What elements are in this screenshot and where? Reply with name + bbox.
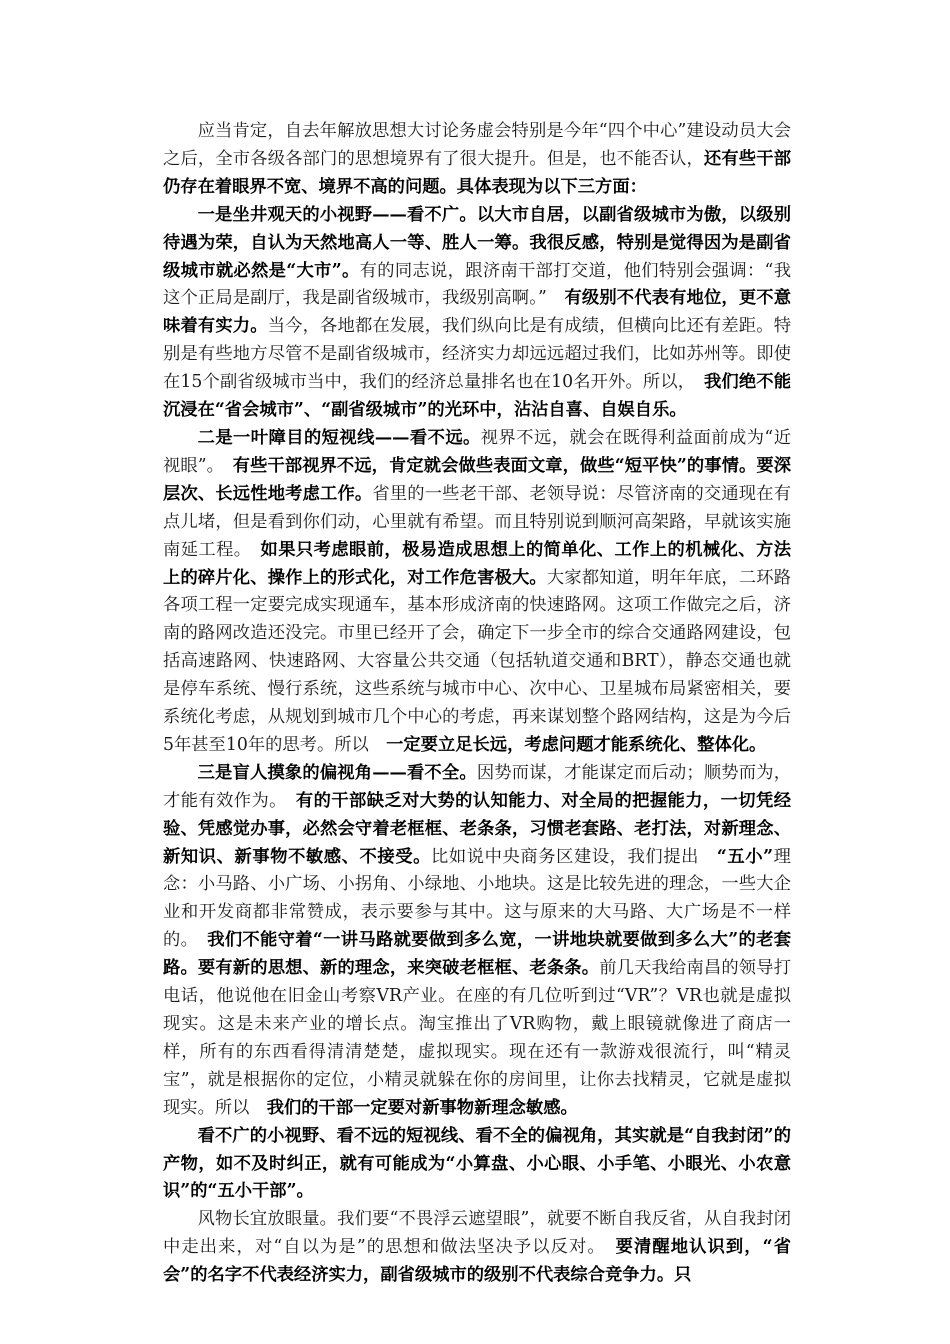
point-three-text-1: 因势而谋，才能谋定而后动；顺势而为，才能有效作为。 [163, 762, 791, 811]
point-two-emphasis-1: 有些干部视界不远，肯定就会做些表面文章，做些“短平快”的事情。要深层次、长远性地考虑工作。 [163, 455, 791, 504]
point-three-heading: 三是盲人摸象的偏视角——看不全。 [197, 762, 477, 783]
summary-emphasis: 看不广的小视野、看不远的短视线、看不全的偏视角，其实就是“自我封闭”的产物，如不及时纠正，就有可能成为“小算盘、小心眼、小手笔、小眼光、小农意识”的“五小干部”。 [163, 1125, 791, 1202]
point-three-emphasis-4: 我们的干部一定要对新事物新理念敏感。 [266, 1097, 578, 1118]
paragraph-point-three [163, 760, 791, 1123]
paragraph-point-two [163, 425, 791, 760]
paragraph-intro [163, 118, 791, 202]
point-two-text-2: 省里的一些老干部、老领导说：尽管济南的交通现在有点儿堵，但是看到你们动，心里就有希望。而且特别说到顺河高架路，早就该实施南延工程。 [163, 483, 791, 560]
point-three-emphasis-3: 我们不能守着“一讲马路就要做到多么宽，一讲地块就要做到多么大”的老套路。要有新的思想、新的理念，来突破老框框、老条条。 [163, 930, 791, 979]
intro-text: 应当肯定，自去年解放思想大讨论务虚会特别是今年“四个中心”建设动员大会之后，全市各级各部门的思想境界有了很大提升。但是，也不能否认， [163, 121, 791, 169]
point-one-heading: 一是坐井观天的小视野——看不广。以大市自居，以副省级城市为傲，以级别待遇为荣，自认为天然地高人一等、胜人一筹。我很反感，特别是觉得因为是副省级城市就必然是“大市”。 [163, 204, 791, 281]
paragraph-summary [163, 1123, 791, 1207]
point-three-emphasis-2: “五小” [716, 846, 774, 867]
point-two-emphasis-3: 一定要立足长远，考虑问题才能系统化、整体化。 [386, 734, 767, 755]
conclusion-emphasis: 要清醒地认识到，“省会”的名字不代表经济实力，副省级城市的级别不代表综合竞争力。只 [163, 1237, 791, 1286]
paragraph-conclusion [163, 1206, 791, 1290]
point-one-emphasis-2: 我们绝不能沉浸在“省会城市”、“副省级城市”的光环中，沾沾自喜、自娱自乐。 [163, 372, 791, 421]
point-two-emphasis-2: 如果只考虑眼前，极易造成思想上的简单化、工作上的机械化、方法上的碎片化、操作上的形式化，对工作危害极大。 [163, 539, 791, 588]
point-three-text-2: 比如说中央商务区建设，我们提出 [431, 846, 717, 867]
paragraph-point-one [163, 202, 791, 425]
point-three-emphasis-1: 有的干部缺乏对大势的认知能力、对全局的把握能力，一切凭经验、凭感觉办事，必然会守着老框框、老条条，习惯老套路、老打法，对新理念、新知识、新事物不敏感、不接受。 [163, 790, 791, 867]
document-page [163, 118, 791, 1290]
point-one-text-2: 当今，各地都在发展，我们纵向比是有成绩，但横向比还有差距。特别是有些地方尽管不是副省级城市，经济实力却远远超过我们，比如苏州等。即使在15个副省级城市当中，我们的经济总量排名也在10名开外。所以， [163, 316, 791, 393]
intro-emphasis: 还有些干部仍存在着眼界不宽、境界不高的问题。具体表现为以下三方面： [163, 148, 791, 197]
conclusion-text: 风物长宜放眼量。我们要“不畏浮云遮望眼”，就要不断自我反省，从自我封闭中走出来，对“自以为是”的思想和做法坚决予以反对。 [163, 1209, 791, 1258]
point-one-emphasis-1: 有级别不代表有地位，更不意味着有实力。 [163, 288, 791, 337]
point-two-text-3: 大家都知道，明年年底，二环路各项工程一定要完成实现通车，基本形成济南的快速路网。这项工作做完之后，济南的路网改造还没完。市里已经开了会，确定下一步全市的综合交通路网建设，包括高速路网、快速路网、大容量公共交通（包括轨道交通和BRT），静态交通也就是停车系统、慢行系统，这些系统与城市中心、次中心、卫星城布局紧密相关，要系统化考虑，从规划到城市几个中心的考虑，再来谋划整个路网结构，这是为今后5年甚至10年的思考。所以 [163, 567, 791, 755]
point-two-heading: 二是一叶障目的短视线——看不远。 [197, 427, 481, 448]
point-two-text-1: 视界不远，就会在既得利益面前成为“近视眼”。 [163, 427, 791, 476]
point-one-text-1: 有的同志说，跟济南干部打交道，他们特别会强调：“我这个正局是副厅，我是副省级城市，我级别高啊。” [163, 260, 791, 309]
point-three-text-3: 理念：小马路、小广场、小拐角、小绿地、小地块。这是比较先进的理念，一些大企业和开发商都非常赞成，表示要参与其中。这与原来的大马路、大广场是不一样的。 [163, 846, 791, 951]
point-three-text-4: 前几天我给南昌的领导打电话，他说他在旧金山考察VR产业。在座的有几位听到过“VR”？VR也就是虚拟现实。这是未来产业的增长点。淘宝推出了VR购物，戴上眼镜就像进了商店一样，所有的东西看得清清楚楚，虚拟现实。现在还有一款游戏很流行，叫“精灵宝”，就是根据你的定位，小精灵就躲在你的房间里，让你去找精灵，它就是虚拟现实。所以 [163, 958, 791, 1118]
